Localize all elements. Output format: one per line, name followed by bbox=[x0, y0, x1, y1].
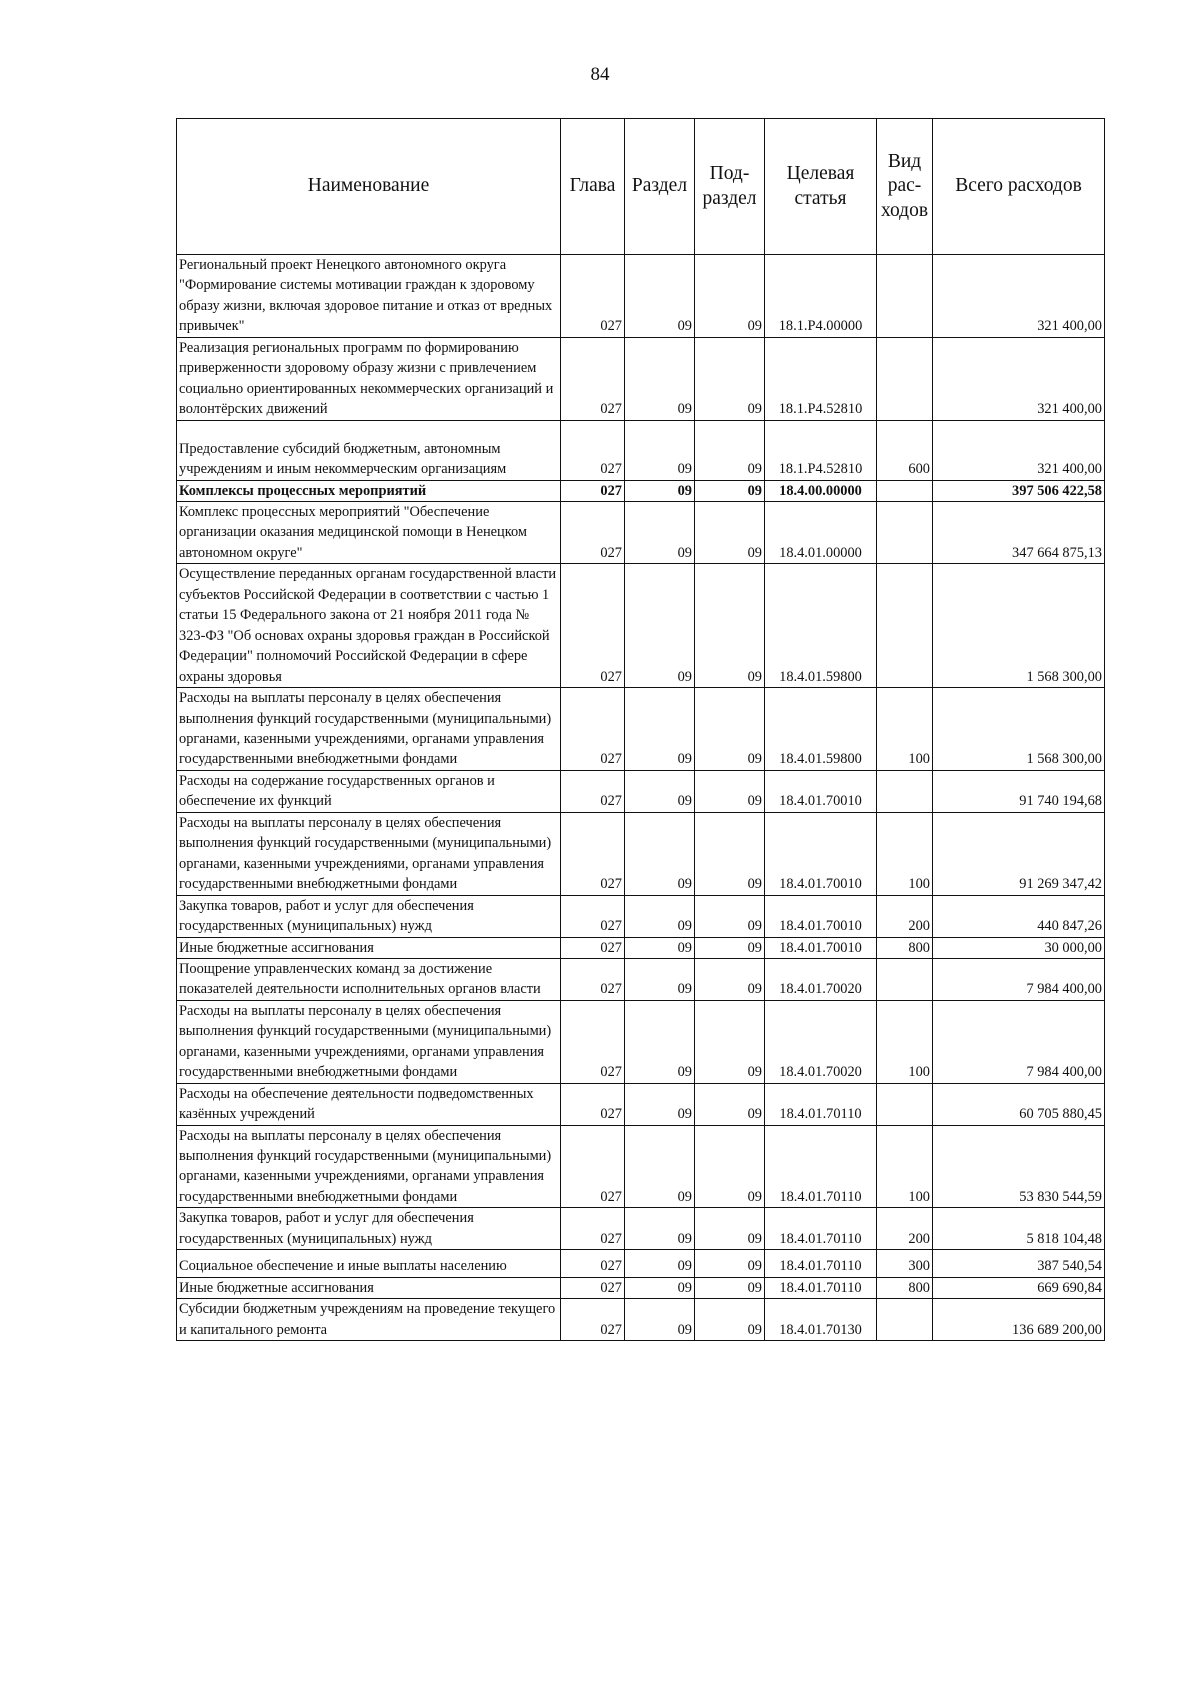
cell-expense-type: 200 bbox=[877, 1208, 933, 1250]
cell-expense-type bbox=[877, 501, 933, 563]
cell-name: Иные бюджетные ассигнования bbox=[177, 1277, 561, 1298]
table-row bbox=[177, 688, 1105, 771]
cell-chapter: 027 bbox=[561, 337, 625, 420]
cell-target: 18.1.Р4.52810 bbox=[765, 337, 877, 420]
table-row bbox=[177, 255, 1105, 338]
cell-total: 7 984 400,00 bbox=[933, 958, 1105, 1000]
cell-total: 669 690,84 bbox=[933, 1277, 1105, 1298]
table-row bbox=[177, 770, 1105, 812]
table-body bbox=[177, 255, 1105, 1341]
cell-chapter: 027 bbox=[561, 812, 625, 895]
table-row bbox=[177, 1250, 1105, 1277]
cell-target: 18.4.01.70010 bbox=[765, 895, 877, 937]
table-row bbox=[177, 501, 1105, 563]
cell-section: 09 bbox=[625, 501, 695, 563]
cell-subsection: 09 bbox=[695, 501, 765, 563]
cell-subsection: 09 bbox=[695, 420, 765, 480]
cell-total: 440 847,26 bbox=[933, 895, 1105, 937]
cell-expense-type: 100 bbox=[877, 1000, 933, 1083]
cell-chapter: 027 bbox=[561, 1083, 625, 1125]
table-row bbox=[177, 564, 1105, 688]
cell-name: Поощрение управленческих команд за достижение показателей деятельности исполнительных органов власти bbox=[177, 958, 561, 1000]
table-row bbox=[177, 812, 1105, 895]
cell-section: 09 bbox=[625, 564, 695, 688]
cell-section: 09 bbox=[625, 812, 695, 895]
cell-total: 5 818 104,48 bbox=[933, 1208, 1105, 1250]
cell-total: 91 269 347,42 bbox=[933, 812, 1105, 895]
cell-chapter: 027 bbox=[561, 688, 625, 771]
table-row bbox=[177, 1299, 1105, 1341]
cell-subsection: 09 bbox=[695, 1208, 765, 1250]
cell-section: 09 bbox=[625, 1125, 695, 1208]
cell-expense-type: 300 bbox=[877, 1250, 933, 1277]
cell-subsection: 09 bbox=[695, 1250, 765, 1277]
cell-total: 321 400,00 bbox=[933, 255, 1105, 338]
cell-name: Социальное обеспечение и иные выплаты населению bbox=[177, 1250, 561, 1277]
cell-section: 09 bbox=[625, 1299, 695, 1341]
cell-expense-type: 600 bbox=[877, 420, 933, 480]
cell-section: 09 bbox=[625, 958, 695, 1000]
cell-name: Комплекс процессных мероприятий "Обеспечение организации оказания медицинской помощи в Ненецком автономном округе" bbox=[177, 501, 561, 563]
cell-total: 321 400,00 bbox=[933, 420, 1105, 480]
header-name: Наименование bbox=[177, 119, 561, 255]
cell-total: 387 540,54 bbox=[933, 1250, 1105, 1277]
cell-target: 18.4.01.00000 bbox=[765, 501, 877, 563]
cell-name: Осуществление переданных органам государственной власти субъектов Российской Федерации в соответствии с частью 1 статьи 15 Федерального закона от 21 ноября 2011 года № 323-ФЗ "Об основах охраны здоровья граждан в Российской Федерации" полномочий Российской Федерации в сфере охраны здоровья bbox=[177, 564, 561, 688]
cell-section: 09 bbox=[625, 480, 695, 501]
cell-subsection: 09 bbox=[695, 255, 765, 338]
cell-target: 18.4.01.70010 bbox=[765, 770, 877, 812]
table-row bbox=[177, 1125, 1105, 1208]
cell-expense-type bbox=[877, 1299, 933, 1341]
cell-total: 7 984 400,00 bbox=[933, 1000, 1105, 1083]
cell-name: Закупка товаров, работ и услуг для обеспечения государственных (муниципальных) нужд bbox=[177, 1208, 561, 1250]
cell-section: 09 bbox=[625, 937, 695, 958]
table-header-row bbox=[177, 119, 1105, 255]
cell-name: Субсидии бюджетным учреждениям на проведение текущего и капитального ремонта bbox=[177, 1299, 561, 1341]
cell-expense-type: 100 bbox=[877, 688, 933, 771]
table-row bbox=[177, 937, 1105, 958]
table-row bbox=[177, 1277, 1105, 1298]
table-row bbox=[177, 958, 1105, 1000]
cell-subsection: 09 bbox=[695, 337, 765, 420]
cell-section: 09 bbox=[625, 770, 695, 812]
header-expense-type: Вид рас- ходов bbox=[877, 119, 933, 255]
cell-name: Расходы на обеспечение деятельности подведомственных казённых учреждений bbox=[177, 1083, 561, 1125]
cell-name: Расходы на выплаты персоналу в целях обеспечения выполнения функций государственными (муниципальными) органами, казенными учреждениями, органами управления государственными внебюджетными фондами bbox=[177, 688, 561, 771]
cell-expense-type bbox=[877, 564, 933, 688]
cell-chapter: 027 bbox=[561, 480, 625, 501]
cell-chapter: 027 bbox=[561, 1208, 625, 1250]
header-chapter: Глава bbox=[561, 119, 625, 255]
table-row bbox=[177, 420, 1105, 480]
table-row bbox=[177, 337, 1105, 420]
cell-total: 53 830 544,59 bbox=[933, 1125, 1105, 1208]
cell-expense-type: 100 bbox=[877, 812, 933, 895]
cell-name: Предоставление субсидий бюджетным, автономным учреждениям и иным некоммерческим организациям bbox=[177, 420, 561, 480]
cell-total: 91 740 194,68 bbox=[933, 770, 1105, 812]
budget-table bbox=[176, 118, 1105, 1341]
cell-subsection: 09 bbox=[695, 937, 765, 958]
cell-chapter: 027 bbox=[561, 958, 625, 1000]
cell-subsection: 09 bbox=[695, 958, 765, 1000]
cell-target: 18.4.01.70110 bbox=[765, 1277, 877, 1298]
cell-target: 18.4.00.00000 bbox=[765, 480, 877, 501]
cell-name: Расходы на содержание государственных органов и обеспечение их функций bbox=[177, 770, 561, 812]
cell-target: 18.4.01.70110 bbox=[765, 1125, 877, 1208]
cell-subsection: 09 bbox=[695, 480, 765, 501]
cell-chapter: 027 bbox=[561, 501, 625, 563]
cell-expense-type bbox=[877, 958, 933, 1000]
cell-chapter: 027 bbox=[561, 255, 625, 338]
cell-total: 397 506 422,58 bbox=[933, 480, 1105, 501]
cell-section: 09 bbox=[625, 1083, 695, 1125]
cell-subsection: 09 bbox=[695, 895, 765, 937]
cell-section: 09 bbox=[625, 420, 695, 480]
cell-total: 347 664 875,13 bbox=[933, 501, 1105, 563]
cell-name: Расходы на выплаты персоналу в целях обеспечения выполнения функций государственными (муниципальными) органами, казенными учреждениями, органами управления государственными внебюджетными фондами bbox=[177, 1000, 561, 1083]
cell-chapter: 027 bbox=[561, 937, 625, 958]
header-total: Всего расходов bbox=[933, 119, 1105, 255]
cell-total: 1 568 300,00 bbox=[933, 688, 1105, 771]
cell-name: Закупка товаров, работ и услуг для обеспечения государственных (муниципальных) нужд bbox=[177, 895, 561, 937]
cell-subsection: 09 bbox=[695, 770, 765, 812]
cell-target: 18.4.01.70110 bbox=[765, 1208, 877, 1250]
cell-chapter: 027 bbox=[561, 1299, 625, 1341]
cell-total: 136 689 200,00 bbox=[933, 1299, 1105, 1341]
cell-section: 09 bbox=[625, 895, 695, 937]
cell-expense-type: 800 bbox=[877, 937, 933, 958]
cell-subsection: 09 bbox=[695, 1125, 765, 1208]
table-row bbox=[177, 1000, 1105, 1083]
table-row bbox=[177, 480, 1105, 501]
cell-target: 18.4.01.70110 bbox=[765, 1083, 877, 1125]
cell-chapter: 027 bbox=[561, 1277, 625, 1298]
cell-target: 18.1.Р4.00000 bbox=[765, 255, 877, 338]
page-number: 84 bbox=[590, 64, 610, 85]
cell-chapter: 027 bbox=[561, 770, 625, 812]
cell-expense-type bbox=[877, 770, 933, 812]
cell-subsection: 09 bbox=[695, 1083, 765, 1125]
cell-name: Региональный проект Ненецкого автономного округа "Формирование системы мотивации граждан к здоровому образу жизни, включая здоровое питание и отказ от вредных привычек" bbox=[177, 255, 561, 338]
cell-expense-type: 100 bbox=[877, 1125, 933, 1208]
cell-subsection: 09 bbox=[695, 812, 765, 895]
cell-target: 18.4.01.70020 bbox=[765, 1000, 877, 1083]
header-target: Целевая статья bbox=[765, 119, 877, 255]
cell-expense-type bbox=[877, 1083, 933, 1125]
cell-target: 18.4.01.59800 bbox=[765, 688, 877, 771]
header-subsection: Под- раздел bbox=[695, 119, 765, 255]
cell-total: 60 705 880,45 bbox=[933, 1083, 1105, 1125]
cell-chapter: 027 bbox=[561, 895, 625, 937]
cell-section: 09 bbox=[625, 255, 695, 338]
cell-expense-type: 200 bbox=[877, 895, 933, 937]
cell-subsection: 09 bbox=[695, 1277, 765, 1298]
table-row bbox=[177, 1208, 1105, 1250]
cell-subsection: 09 bbox=[695, 564, 765, 688]
table-row bbox=[177, 895, 1105, 937]
cell-chapter: 027 bbox=[561, 420, 625, 480]
cell-target: 18.4.01.70010 bbox=[765, 812, 877, 895]
table-row bbox=[177, 1083, 1105, 1125]
cell-section: 09 bbox=[625, 1250, 695, 1277]
cell-name: Расходы на выплаты персоналу в целях обеспечения выполнения функций государственными (муниципальными) органами, казенными учреждениями, органами управления государственными внебюджетными фондами bbox=[177, 812, 561, 895]
cell-target: 18.4.01.70110 bbox=[765, 1250, 877, 1277]
cell-chapter: 027 bbox=[561, 564, 625, 688]
cell-name: Реализация региональных программ по формированию приверженности здоровому образу жизни с привлечением социально ориентированных некоммерческих организаций и волонтёрских движений bbox=[177, 337, 561, 420]
cell-section: 09 bbox=[625, 1277, 695, 1298]
cell-target: 18.4.01.59800 bbox=[765, 564, 877, 688]
cell-target: 18.1.Р4.52810 bbox=[765, 420, 877, 480]
cell-name: Иные бюджетные ассигнования bbox=[177, 937, 561, 958]
cell-section: 09 bbox=[625, 337, 695, 420]
cell-chapter: 027 bbox=[561, 1125, 625, 1208]
header-section: Раздел bbox=[625, 119, 695, 255]
cell-target: 18.4.01.70020 bbox=[765, 958, 877, 1000]
cell-subsection: 09 bbox=[695, 1299, 765, 1341]
cell-total: 30 000,00 bbox=[933, 937, 1105, 958]
cell-target: 18.4.01.70130 bbox=[765, 1299, 877, 1341]
cell-name: Расходы на выплаты персоналу в целях обеспечения выполнения функций государственными (муниципальными) органами, казенными учреждениями, органами управления государственными внебюджетными фондами bbox=[177, 1125, 561, 1208]
cell-target: 18.4.01.70010 bbox=[765, 937, 877, 958]
cell-expense-type: 800 bbox=[877, 1277, 933, 1298]
cell-chapter: 027 bbox=[561, 1000, 625, 1083]
cell-expense-type bbox=[877, 337, 933, 420]
cell-expense-type bbox=[877, 480, 933, 501]
cell-total: 1 568 300,00 bbox=[933, 564, 1105, 688]
cell-chapter: 027 bbox=[561, 1250, 625, 1277]
cell-section: 09 bbox=[625, 688, 695, 771]
cell-section: 09 bbox=[625, 1208, 695, 1250]
cell-subsection: 09 bbox=[695, 688, 765, 771]
cell-section: 09 bbox=[625, 1000, 695, 1083]
cell-total: 321 400,00 bbox=[933, 337, 1105, 420]
cell-expense-type bbox=[877, 255, 933, 338]
cell-subsection: 09 bbox=[695, 1000, 765, 1083]
cell-name: Комплексы процессных мероприятий bbox=[177, 480, 561, 501]
